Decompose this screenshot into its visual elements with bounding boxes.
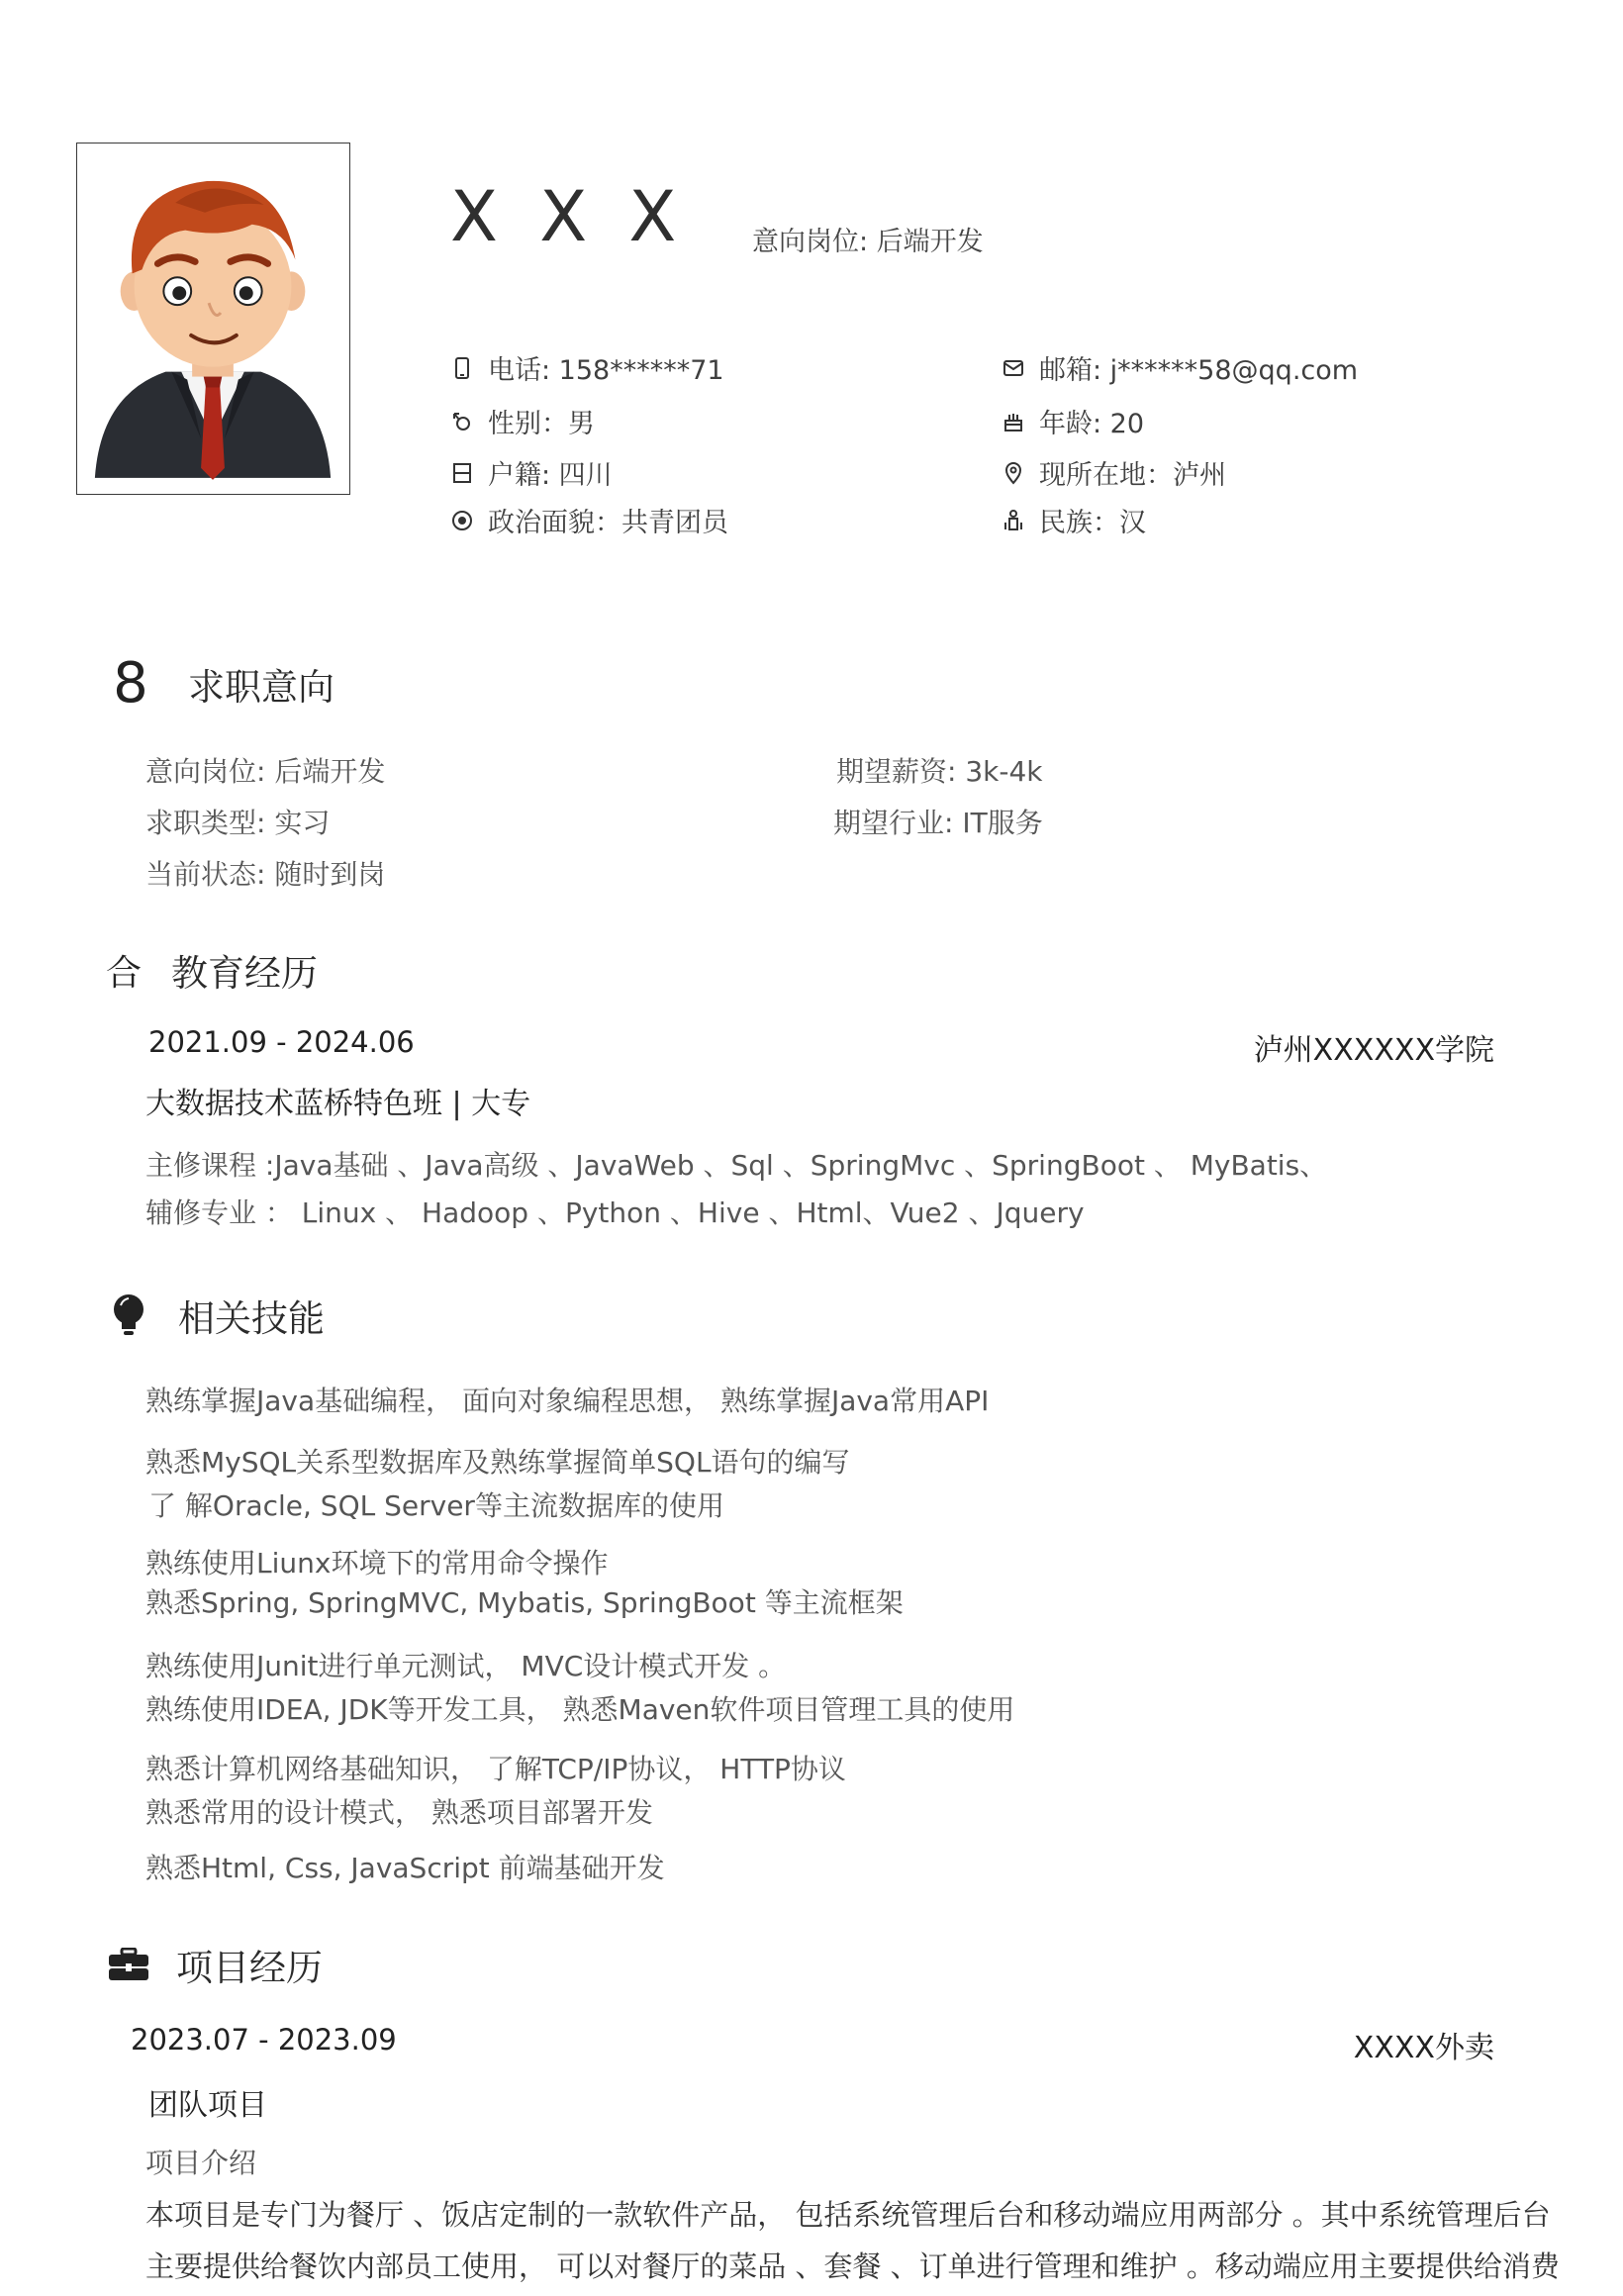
gender-text: 性别：男 — [488, 409, 595, 439]
age-info — [1002, 402, 1144, 440]
skill-item: 熟悉计算机网络基础知识， 了解TCP/IP协议， HTTP协议 — [145, 1753, 846, 1785]
education-period: 2021.09 - 2024.06 — [148, 1025, 415, 1059]
project-intro-label: 项目介绍 — [145, 2147, 257, 2179]
header-target-post: 意向岗位: 后端开发 — [752, 227, 984, 257]
lightbulb-icon — [109, 1293, 148, 1337]
hometown-text: 户籍: 四川 — [488, 460, 613, 491]
phone-icon — [450, 356, 474, 380]
project-intro-line: 主要提供给餐饮内部员工使用， 可以对餐厅的菜品 、套餐 、订单进行管理和维护 。移动端应用主要提供给消费 — [145, 2249, 1560, 2283]
skill-item: 熟练使用Liunx环境下的常用命令操作 — [145, 1547, 609, 1579]
intent-salary: 期望薪资: 3k-4k — [836, 755, 1043, 788]
mail-icon — [1002, 356, 1025, 380]
skill-item: 熟练使用Junit进行单元测试， MVC设计模式开发 。 — [145, 1650, 787, 1682]
politics-info — [450, 501, 728, 539]
badge-icon — [450, 509, 474, 532]
age-text: 年龄: 20 — [1039, 409, 1145, 439]
skill-item: 熟练使用IDEA, JDK等开发工具， 熟悉Maven软件项目管理工具的使用 — [145, 1693, 1015, 1726]
skill-item: 熟练掌握Java基础编程， 面向对象编程思想， 熟练掌握Java常用API — [145, 1385, 990, 1417]
education-courses: 主修课程 :Java基础 、Java高级 、JavaWeb 、Sql 、SpringMvc 、SpringBoot 、 MyBatis、 — [145, 1149, 1328, 1182]
cake-icon — [1002, 410, 1025, 433]
ethnicity-info — [1002, 501, 1146, 539]
skills-title: 相关技能 — [178, 1297, 325, 1340]
project-period: 2023.07 - 2023.09 — [131, 2023, 397, 2057]
job-intent-heading — [111, 651, 334, 716]
intent-industry: 期望行业: IT服务 — [833, 807, 1043, 839]
projects-heading — [107, 1938, 323, 1991]
gender-icon — [450, 410, 474, 433]
email-text: 邮箱: j******58@qq.com — [1039, 355, 1359, 386]
location-pin-icon — [1002, 461, 1025, 485]
skill-item: 熟悉Spring, SpringMVC, Mybatis, SpringBoot 等主流框架 — [145, 1586, 904, 1619]
skill-item: 熟悉Html, Css, JavaScript 前端基础开发 — [145, 1852, 665, 1884]
intent-post: 意向岗位: 后端开发 — [145, 755, 386, 788]
education-heading — [104, 943, 318, 997]
phone-info — [450, 348, 724, 387]
education-minor: 辅修专业 ： Linux 、 Hadoop 、Python 、Hive 、Html、Vue2 、Jquery — [145, 1196, 1085, 1229]
project-intro-line: 本项目是专门为餐厅 、饭店定制的一款软件产品， 包括系统管理后台和移动端应用两部分 。其中系统管理后台 — [145, 2198, 1551, 2232]
politics-text: 政治面貌：共青团员 — [488, 508, 728, 538]
skills-heading — [109, 1289, 325, 1342]
job-intent-title: 求职意向 — [188, 665, 334, 709]
education-title: 教育经历 — [171, 952, 318, 995]
projects-title: 项目经历 — [176, 1947, 323, 1989]
gender-info — [450, 402, 595, 440]
education-school: 泸州XXXXXX学院 — [1253, 1033, 1494, 1068]
location-info — [1002, 453, 1226, 492]
education-icon: 合 — [105, 952, 142, 994]
phone-text: 电话: 158******71 — [488, 355, 724, 386]
hometown-info — [450, 453, 613, 492]
ethnicity-text: 民族：汉 — [1039, 508, 1146, 538]
job-intent-icon: 8 — [113, 651, 148, 716]
candidate-name: X X X — [450, 176, 687, 257]
education-major: 大数据技术蓝桥特色班 | 大专 — [145, 1087, 531, 1121]
calendar-icon — [450, 461, 474, 485]
project-name: XXXX外卖 — [1353, 2031, 1494, 2065]
briefcase-icon — [107, 1948, 150, 1981]
intent-type: 求职类型: 实习 — [145, 807, 331, 839]
skill-item: 了 解Oracle, SQL Server等主流数据库的使用 — [148, 1489, 724, 1522]
intent-status: 当前状态: 随时到岗 — [145, 858, 386, 891]
project-kind: 团队项目 — [148, 2088, 267, 2123]
avatar-illustration — [77, 144, 349, 494]
skill-item: 熟悉MySQL关系型数据库及熟练掌握简单SQL语句的编写 — [145, 1446, 850, 1479]
email-info — [1002, 348, 1358, 387]
location-text: 现所在地：泸州 — [1039, 460, 1226, 491]
profile-photo — [76, 143, 350, 495]
people-icon — [1002, 509, 1025, 532]
skill-item: 熟悉常用的设计模式， 熟悉项目部署开发 — [145, 1796, 653, 1829]
